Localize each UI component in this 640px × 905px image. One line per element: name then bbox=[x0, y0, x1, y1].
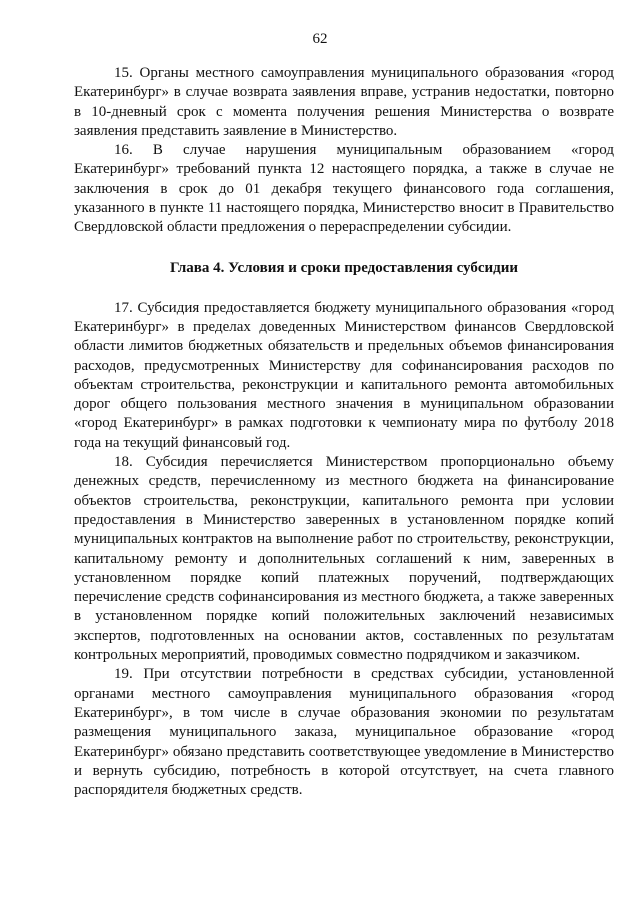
paragraph-18: 18. Субсидия перечисляется Министерством пропорционально объему денежных средств, перечисленному из местного бюджета на финансирование объектов строительства, реконструкции, капитального ремонта при условии предоставления в Министерство заверенных в установленном порядке копий муниципальных контрактов на выполнение работ по строительству, реконструкции, капитальному ремонту и дополнительных соглашений к ним, заверенных в установленном порядке копий платежных поручений, подтверждающих перечисление средств софинансирования из местного бюджета, а также заверенных в установленном порядке копий положительных заключений независимых экспертов, подготовленных на основании актов, составленных по результатам контрольных мероприятий, проводимых совместно подрядчиком и заказчиком. bbox=[74, 454, 614, 664]
paragraph-19: 19. При отсутствии потребности в средствах субсидии, установленной органами местного самоуправления муниципального образования «город Екатеринбург», в том числе в случае образования экономии по результатам размещения муниципального заказа, муниципальное образование «город Екатеринбург» обязано представить соответствующее уведомление в Министерство и вернуть субсидию, потребность в которой отсутствует, на счета главного распорядителя бюджетных средств. bbox=[74, 666, 614, 799]
page-number: 62 bbox=[312, 31, 328, 47]
paragraph-15: 15. Органы местного самоуправления муниципального образования «город Екатеринбург» в случае возврата заявления вправе, устранив недостатки, повторно в 10-дневный срок с момента получения решения Министерства о возврате заявления представить заявление в Министерство. bbox=[74, 65, 614, 139]
paragraph-16: 16. В случае нарушения муниципальным образованием «город Екатеринбург» требований пункта 12 настоящего порядка, а также в случае не заключения в срок до 01 декабря текущего финансового года соглашения, указанного в пункте 11 настоящего порядка, Министерство вносит в Правительство Свердловской области предложения о перераспределении субсидии. bbox=[74, 142, 614, 236]
document-body bbox=[74, 64, 614, 800]
chapter-heading: Глава 4. Условия и сроки предоставления субсидии bbox=[169, 259, 519, 276]
paragraph-17: 17. Субсидия предоставляется бюджету муниципального образования «город Екатеринбург» в пределах доведенных Министерством финансов Свердловской области лимитов бюджетных обязательств и предельных объемов финансирования расходов, предусмотренных Министерству для софинансирования расходов по объектам строительства, реконструкции и капитального ремонта автомобильных дорог общего пользования местного значения в муниципальном образовании «город Екатеринбург» в рамках подготовки к чемпионату мира по футболу 2018 года на текущий финансовый год. bbox=[74, 299, 614, 451]
